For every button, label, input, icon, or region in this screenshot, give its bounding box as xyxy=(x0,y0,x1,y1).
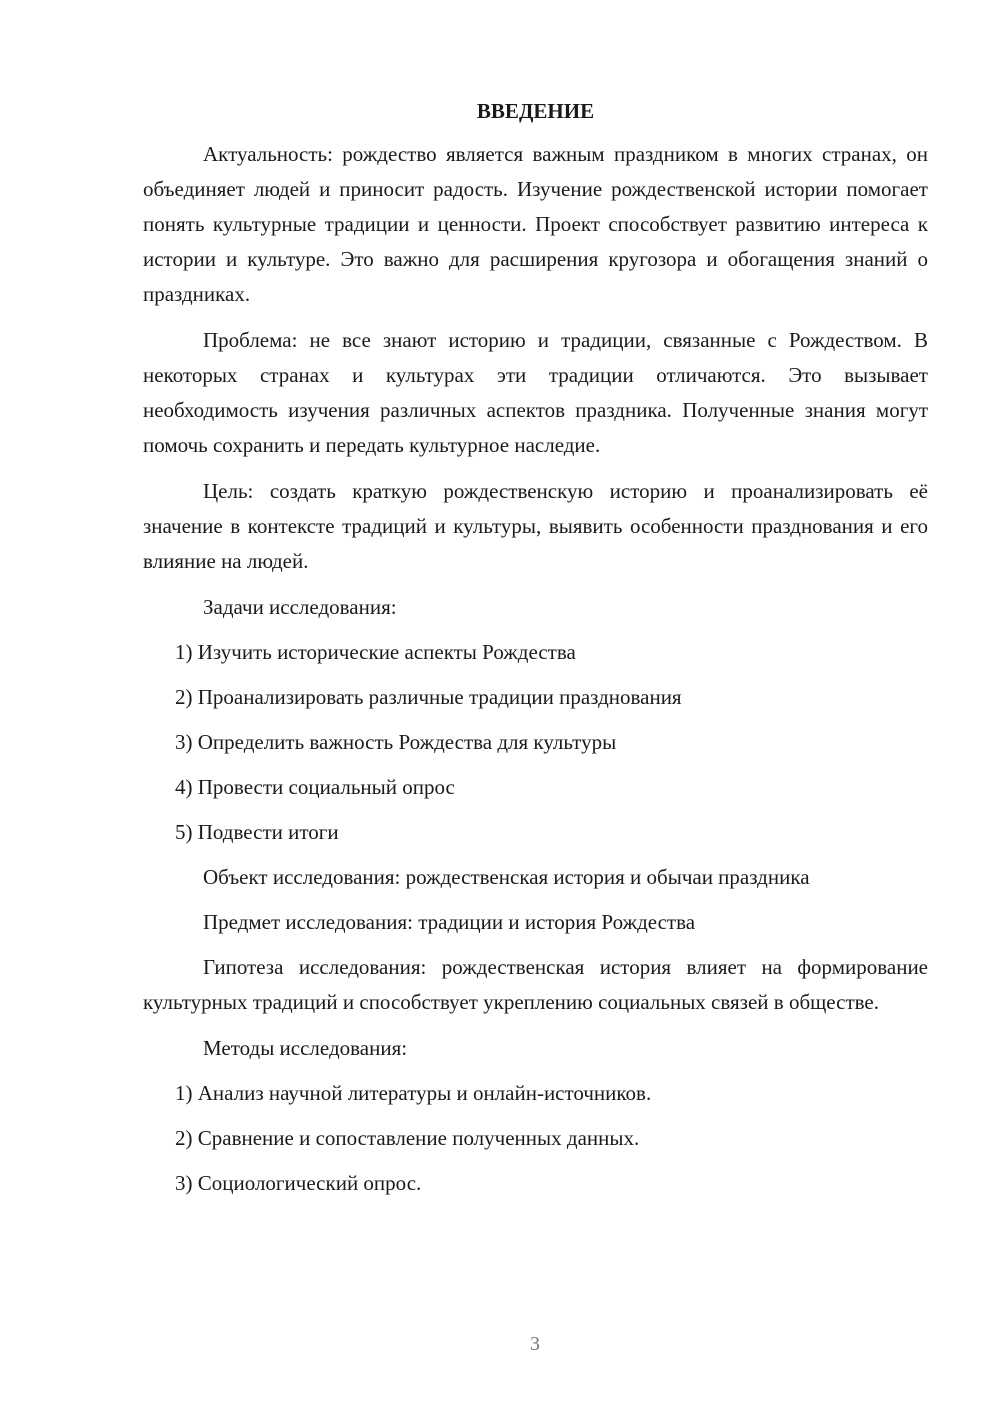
method-item: 1) Анализ научной литературы и онлайн-источников. xyxy=(175,1081,652,1105)
tasks-heading: Задачи исследования: xyxy=(203,595,397,619)
goal-paragraph: Цель: создать краткую рождественскую историю и проанализировать её значение в контексте традиций и культуры, выявить особенности празднования и его влияние на людей. xyxy=(143,479,928,573)
task-item: 2) Проанализировать различные традиции празднования xyxy=(175,685,682,709)
relevance-paragraph: Актуальность: рождество является важным праздником в многих странах, он объединяет людей и приносит радость. Изучение рождественской истории помогает понять культурные традиции и ценности. Проект способствует развитию интереса к истории и культуре. Это важно для расширения кругозора и обогащения знаний о праздниках. xyxy=(143,142,928,306)
problem-paragraph: Проблема: не все знают историю и традиции, связанные с Рождеством. В некоторых странах и культурах эти традиции отличаются. Это вызывает необходимость изучения различных аспектов праздника. Полученные знания могут помочь сохранить и передать культурное наследие. xyxy=(143,328,928,457)
task-item: 1) Изучить исторические аспекты Рождества xyxy=(175,640,576,664)
method-item: 2) Сравнение и сопоставление полученных данных. xyxy=(175,1126,640,1150)
task-item: 4) Провести социальный опрос xyxy=(175,775,455,799)
page-number: 3 xyxy=(530,1333,540,1355)
hypothesis-paragraph: Гипотеза исследования: рождественская история влияет на формирование культурных традиций и способствует укреплению социальных связей в обществе. xyxy=(143,955,928,1014)
research-subject: Предмет исследования: традиции и история Рождества xyxy=(203,910,696,934)
document-page xyxy=(143,96,928,1211)
task-item: 3) Определить важность Рождества для культуры xyxy=(175,730,617,754)
research-object: Объект исследования: рождественская история и обычаи праздника xyxy=(203,865,810,889)
task-item: 5) Подвести итоги xyxy=(175,820,339,844)
method-item: 3) Социологический опрос. xyxy=(175,1171,422,1195)
section-title: ВВЕДЕНИЕ xyxy=(476,99,595,123)
methods-heading: Методы исследования: xyxy=(203,1036,408,1060)
